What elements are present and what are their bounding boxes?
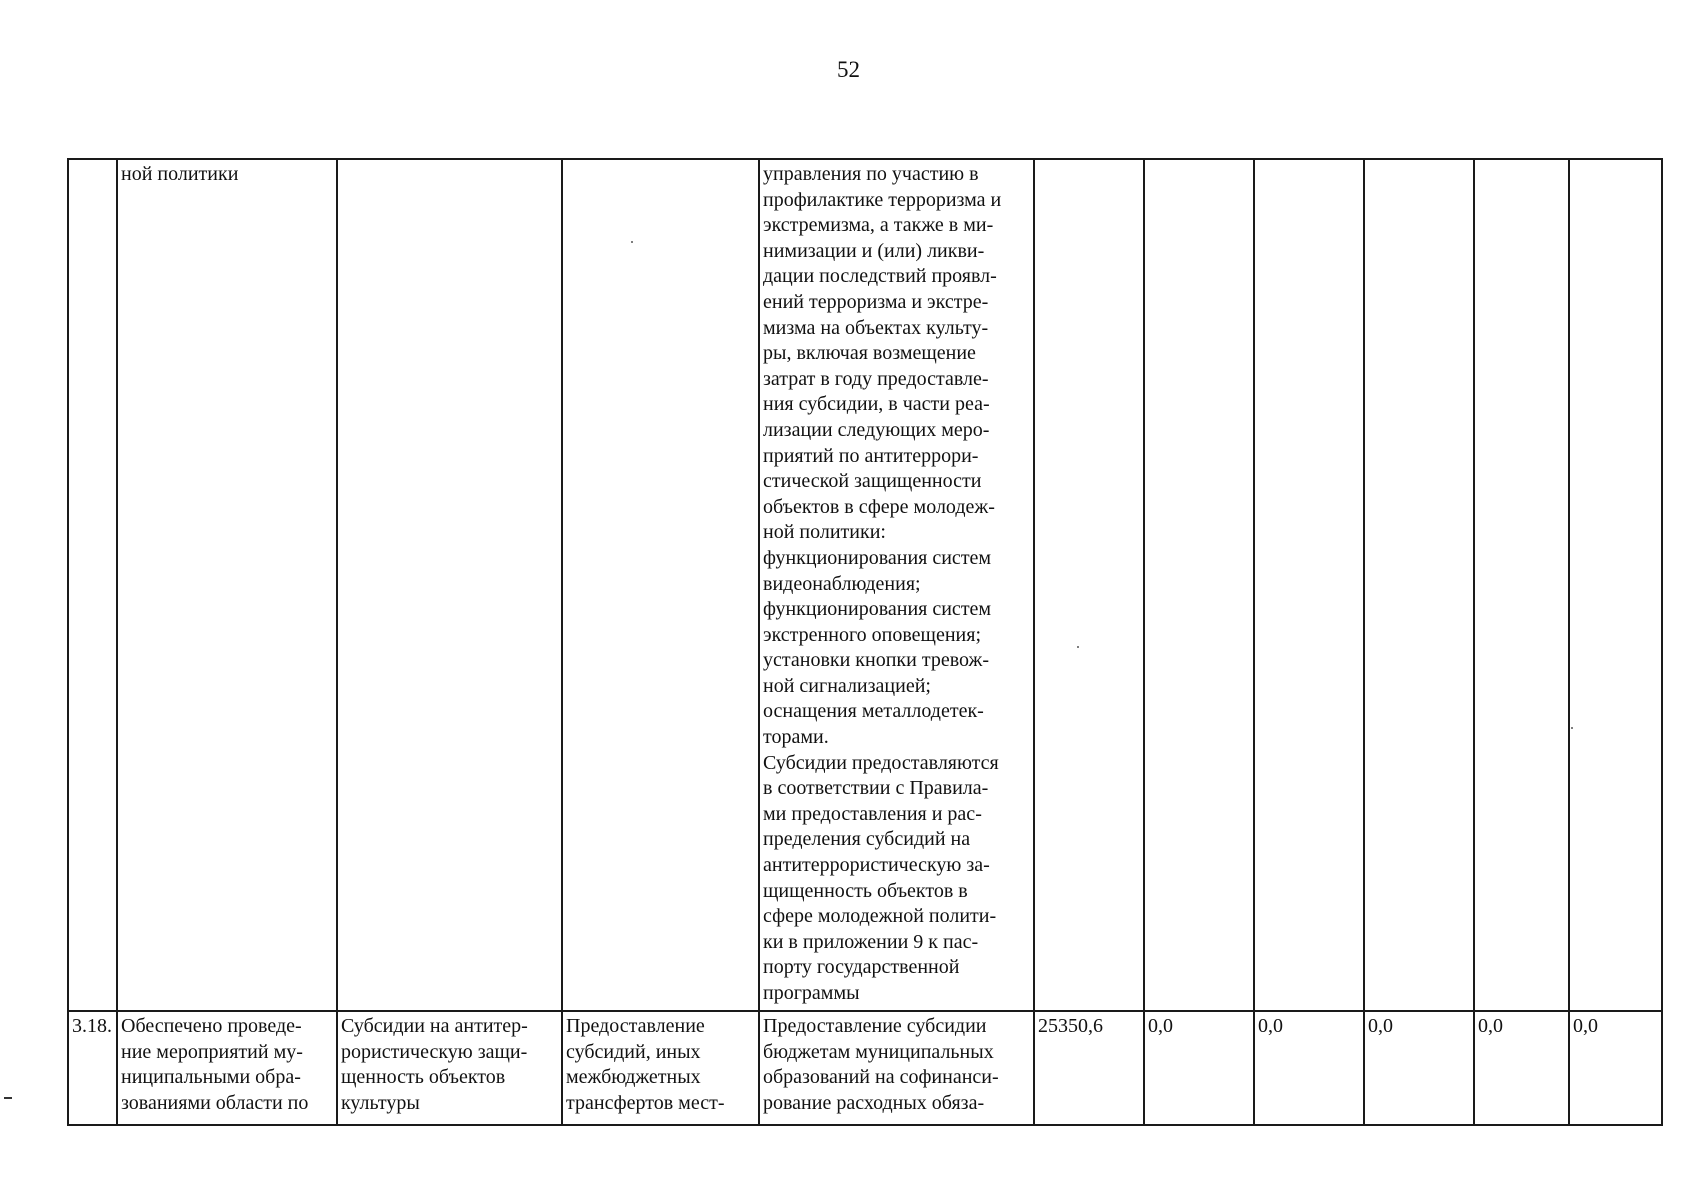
measure-type-line: Предоставление <box>566 1015 705 1037</box>
scan-speck <box>631 241 633 243</box>
value-cell <box>1364 159 1474 1011</box>
measure-name-line: рористическую защи- <box>341 1040 528 1063</box>
measure-name-cell <box>337 159 562 1011</box>
description-line: ния субсидии, в части реа- <box>763 393 990 416</box>
description-line: Субсидии предоставляются <box>763 751 999 774</box>
value-cell <box>1474 159 1569 1011</box>
measure-name-line: Субсидии на антитер- <box>341 1015 528 1037</box>
table-row <box>68 1011 1662 1125</box>
description-line: бюджетам муниципальных <box>763 1040 994 1063</box>
description-line: образований на софинанси- <box>763 1066 999 1089</box>
description-line: Предоставление субсидии <box>763 1015 987 1037</box>
description-line: оснащения металлодетек- <box>763 700 984 723</box>
row-number-cell <box>68 159 117 1011</box>
scan-speck <box>1571 727 1573 729</box>
value-cell <box>1034 159 1144 1011</box>
value-cell: 0,0 <box>1254 1011 1364 1125</box>
description-line: в соответствии с Правила- <box>763 777 989 800</box>
result-text-line: ниципальными обра- <box>121 1066 301 1089</box>
result-text-line: ние мероприятий му- <box>121 1040 303 1063</box>
table-row <box>68 159 1662 1011</box>
result-text-line: Обеспечено проведе- <box>121 1015 302 1037</box>
measure-type-line: субсидий, иных <box>566 1040 701 1063</box>
measure-name-line: щенность объектов <box>341 1066 506 1089</box>
description-line: мизма на объектах культу- <box>763 316 989 339</box>
description-line: сфере молодежной полити- <box>763 905 997 928</box>
description-line: антитеррористическую за- <box>763 854 990 877</box>
description-line: функционирования систем <box>763 546 992 569</box>
value-cell: 0,0 <box>1474 1011 1569 1125</box>
result-cell <box>117 159 337 1011</box>
value-cell <box>1254 159 1364 1011</box>
result-text-line: ной политики <box>121 163 239 185</box>
description-line: объектов в сфере молодеж- <box>763 495 995 518</box>
description-line: экстремизма, а также в ми- <box>763 214 994 237</box>
description-line: пределения субсидий на <box>763 828 971 851</box>
description-line: ми предоставления и рас- <box>763 802 982 825</box>
measure-type-cell <box>562 159 759 1011</box>
description-line: функционирования систем <box>763 598 992 621</box>
row-number-cell: 3.18. <box>68 1011 117 1125</box>
program-measures-table <box>67 158 1663 1126</box>
scan-speck <box>1077 646 1079 648</box>
description-line: щищенность объектов в <box>763 879 968 902</box>
measure-description-cell <box>759 1011 1034 1125</box>
description-line: затрат в году предоставле- <box>763 367 989 390</box>
description-line: рование расходных обяза- <box>763 1091 985 1114</box>
description-line: программы <box>763 982 860 1004</box>
measure-type-line: межбюджетных <box>566 1066 701 1089</box>
value-cell: 0,0 <box>1144 1011 1254 1125</box>
result-text-line: зованиями области по <box>121 1091 309 1114</box>
measure-type-line: трансфертов мест- <box>566 1091 725 1114</box>
value-cell <box>1144 159 1254 1011</box>
description-line: установки кнопки тревож- <box>763 649 989 672</box>
description-line: ений терроризма и экстре- <box>763 290 989 313</box>
description-line: экстренного оповещения; <box>763 623 981 646</box>
page-number: 52 <box>837 57 860 82</box>
measure-description-cell <box>759 159 1034 1011</box>
value-cell: 0,0 <box>1569 1011 1662 1125</box>
value-cell <box>1569 159 1662 1011</box>
measure-type-cell <box>562 1011 759 1125</box>
description-line: дации последствий проявл- <box>763 265 997 288</box>
value-cell: 25350,6 <box>1034 1011 1144 1125</box>
measure-name-cell <box>337 1011 562 1125</box>
result-cell <box>117 1011 337 1125</box>
description-line: профилактике терроризма и <box>763 188 1002 211</box>
description-line: видеонаблюдения; <box>763 572 921 595</box>
description-line: приятий по антитеррори- <box>763 444 979 467</box>
description-line: порту государственной <box>763 956 960 979</box>
description-line: нимизации и (или) ликви- <box>763 239 985 262</box>
description-line: управления по участию в <box>763 163 979 185</box>
description-line: ной политики: <box>763 521 886 544</box>
description-line: стической защищенности <box>763 470 982 493</box>
description-line: лизации следующих меро- <box>763 418 990 441</box>
scan-margin-mark <box>4 1097 12 1099</box>
description-line: ки в приложении 9 к пас- <box>763 930 979 953</box>
description-line: торами. <box>763 726 829 749</box>
value-cell: 0,0 <box>1364 1011 1474 1125</box>
description-line: ры, включая возмещение <box>763 342 976 365</box>
description-line: ной сигнализацией; <box>763 674 931 697</box>
measure-name-line: культуры <box>341 1091 420 1114</box>
